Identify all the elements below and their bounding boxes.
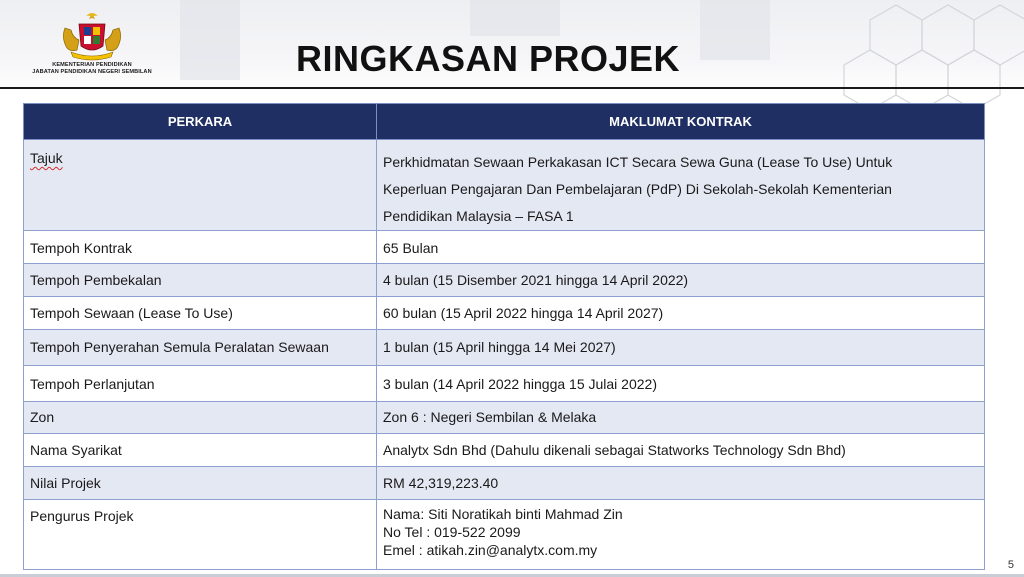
row-value: Analytx Sdn Bhd (Dahulu dikenali sebagai Statworks Technology Sdn Bhd) xyxy=(377,434,985,467)
row-label: Tempoh Penyerahan Semula Peralatan Sewaan xyxy=(24,330,377,366)
table-row xyxy=(24,140,985,231)
table-header-row xyxy=(24,104,985,140)
coat-of-arms-icon xyxy=(57,10,127,62)
row-label: Pengurus Projek xyxy=(24,500,377,570)
row-label-text: Tajuk xyxy=(30,150,63,166)
row-label xyxy=(24,140,377,231)
table-row xyxy=(24,297,985,330)
row-label: Tempoh Sewaan (Lease To Use) xyxy=(24,297,377,330)
project-summary-table xyxy=(23,103,985,570)
row-value-line: Perkhidmatan Sewaan Perkakasan ICT Secara Sewa Guna (Lease To Use) Untuk xyxy=(383,154,893,170)
table-row xyxy=(24,231,985,264)
table-row xyxy=(24,366,985,402)
row-value: 4 bulan (15 Disember 2021 hingga 14 April 2022) xyxy=(377,264,985,297)
row-label: Tempoh Kontrak xyxy=(24,231,377,264)
ministry-logo xyxy=(22,10,162,86)
row-value xyxy=(377,500,985,570)
row-value xyxy=(377,140,985,231)
row-value: Zon 6 : Negeri Sembilan & Melaka xyxy=(377,402,985,434)
row-value: 1 bulan (15 April hingga 14 Mei 2027) xyxy=(377,330,985,366)
table-row xyxy=(24,467,985,500)
row-label: Tempoh Perlanjutan xyxy=(24,366,377,402)
logo-text-ministry: KEMENTERIAN PENDIDIKAN xyxy=(52,62,132,68)
row-value-line: Keperluan Pengajaran Dan Pembelajaran (PdP) Di Sekolah-Sekolah Kementerian xyxy=(383,181,892,197)
row-value: 3 bulan (14 April 2022 hingga 15 Julai 2022) xyxy=(377,366,985,402)
column-header-maklumat: MAKLUMAT KONTRAK xyxy=(377,104,985,140)
slide-title: RINGKASAN PROJEK xyxy=(296,38,681,79)
page-number: 5 xyxy=(1007,559,1014,571)
table-row xyxy=(24,330,985,366)
table-row xyxy=(24,264,985,297)
row-value: RM 42,319,223.40 xyxy=(377,467,985,500)
title-divider xyxy=(0,87,1024,89)
row-value: 60 bulan (15 April 2022 hingga 14 April 2027) xyxy=(377,297,985,330)
row-value-line: Emel : atikah.zin@analytx.com.my xyxy=(383,542,598,558)
column-header-perkara: PERKARA xyxy=(24,104,377,140)
logo-text-department: JABATAN PENDIDIKAN NEGERI SEMBILAN xyxy=(32,69,152,75)
row-label: Nilai Projek xyxy=(24,467,377,500)
table-row xyxy=(24,434,985,467)
row-value-line: No Tel : 019-522 2099 xyxy=(383,524,521,540)
row-value: 65 Bulan xyxy=(377,231,985,264)
row-value-line: Nama: Siti Noratikah binti Mahmad Zin xyxy=(383,506,623,522)
row-value-line: Pendidikan Malaysia – FASA 1 xyxy=(383,208,574,224)
table-row xyxy=(24,402,985,434)
row-label: Nama Syarikat xyxy=(24,434,377,467)
row-label: Tempoh Pembekalan xyxy=(24,264,377,297)
table-row xyxy=(24,500,985,570)
row-label: Zon xyxy=(24,402,377,434)
